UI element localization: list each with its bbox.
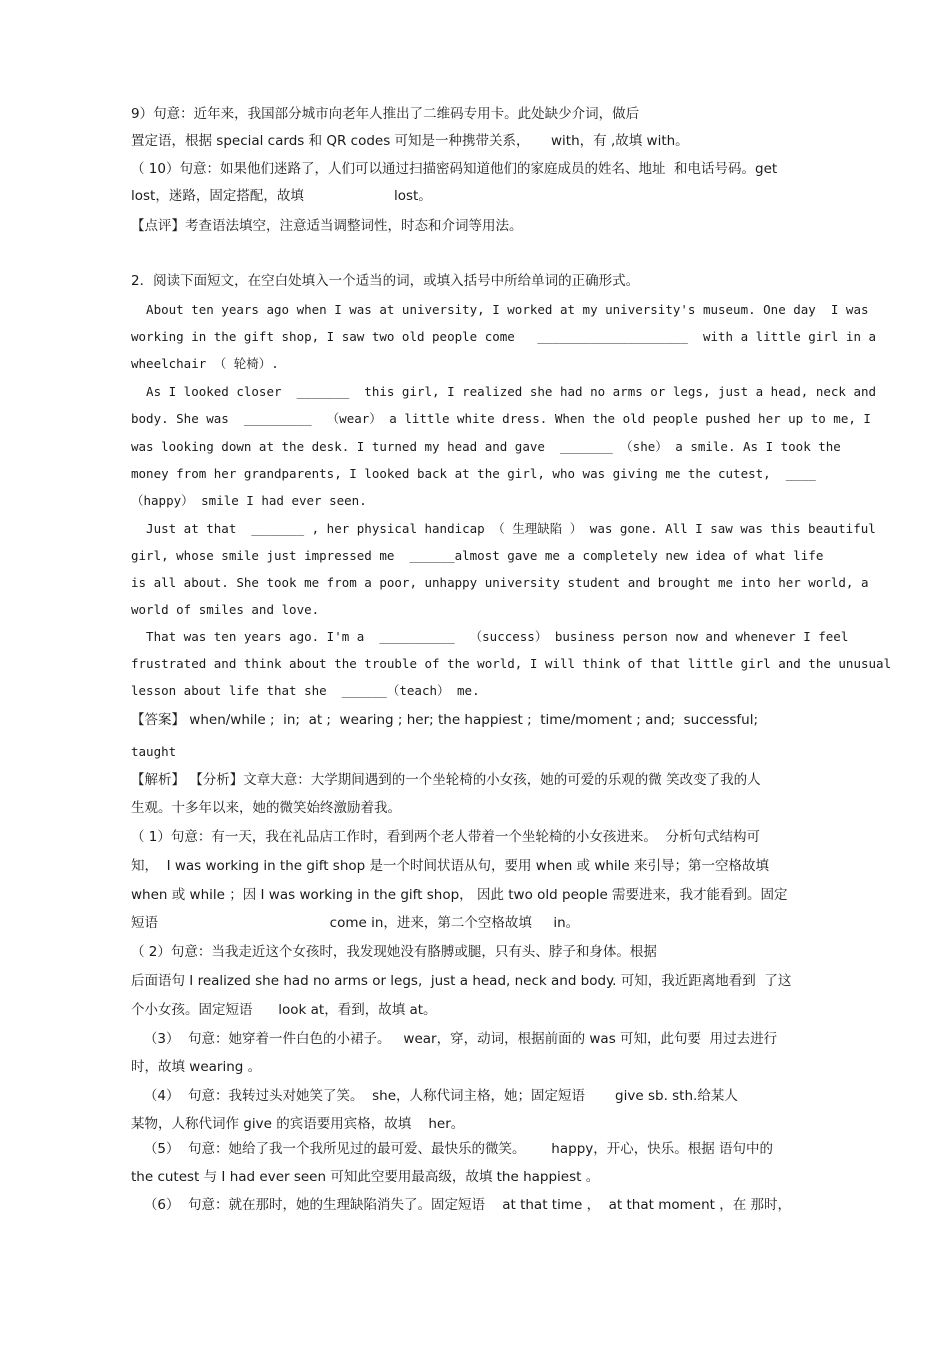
analysis-line: 短语 come in，进来，第二个空格故填 in。 — [131, 915, 580, 931]
passage-line: （happy） smile I had ever seen. — [131, 493, 367, 508]
passage-line: That was ten years ago. I'm a __________ （success） business person now and whenever I feel — [131, 629, 849, 644]
passage-line: world of smiles and love. — [131, 602, 320, 617]
analysis-line: 时，故填 wearing 。 — [131, 1059, 262, 1075]
analysis-line: （3） 句意：她穿着一件白色的小裙子。 wear，穿，动词，根据前面的 was 可知，此句要 用过去进行 — [131, 1031, 778, 1047]
analysis-line: （5） 句意：她给了我一个我所见过的最可爱、最快乐的微笑。 happy，开心，快乐。根据 语句中的 — [131, 1141, 774, 1157]
text-line: 9）句意：近年来，我国部分城市向老年人推出了二维码专用卡。此处缺少介词，做后 — [131, 106, 640, 122]
analysis-line: 某物，人称代词作 give 的宾语要用宾格，故填 her。 — [131, 1116, 465, 1132]
passage-line: wheelchair （ 轮椅）. — [131, 356, 279, 371]
text-line: lost，迷路，固定搭配，故填 lost。 — [131, 188, 432, 204]
analysis-line: 个小女孩。固定短语 look at，看到，故填 at。 — [131, 1002, 437, 1018]
passage-line: was looking down at the desk. I turned my head and gave _______ （she） a smile. As I took the — [131, 439, 841, 454]
passage-line: is all about. She took me from a poor, unhappy university student and brought me into her world, a — [131, 575, 869, 590]
analysis-line: when 或 while ；因 I was working in the gift shop， 因此 two old people 需要进来，我才能看到。固定 — [131, 887, 788, 903]
question-heading: 2．阅读下面短文，在空白处填入一个适当的词，或填入括号中所给单词的正确形式。 — [131, 273, 640, 289]
passage-line: frustrated and think about the trouble of the world, I will think of that little girl and the unusual — [131, 656, 892, 671]
analysis-line: the cutest 与 I had ever seen 可知此空要用最高级，故填 the happiest 。 — [131, 1169, 600, 1185]
passage-line: Just at that _______ , her physical handicap （ 生理缺陷 ） was gone. All I saw was this beautiful — [131, 521, 876, 536]
analysis-line: （6） 句意：就在那时，她的生理缺陷消失了。固定短语 at that time ， at that moment ，在 那时， — [131, 1197, 792, 1213]
text-line: 【点评】考查语法填空，注意适当调整词性，时态和介词等用法。 — [131, 218, 523, 234]
answer-line: taught — [131, 744, 177, 759]
analysis-line: （4） 句意：我转过头对她笑了笑。 she，人称代词主格，她；固定短语 give sb. sth.给某人 — [131, 1088, 738, 1104]
passage-line: body. She was _________ （wear） a little white dress. When the old people pushed her up to me, I — [131, 411, 871, 426]
analysis-line: 后面语句 I realized she had no arms or legs, just a head, neck and body. 可知，我近距离地看到 了这 — [131, 973, 792, 989]
analysis-line: 【解析】 【分析】文章大意：大学期间遇到的一个坐轮椅的小女孩，她的可爱的乐观的微 笑改变了我的人 — [131, 772, 761, 788]
analysis-line: 生观。十多年以来，她的微笑始终激励着我。 — [131, 800, 401, 816]
passage-line: working in the gift shop, I saw two old people come ____________________ with a little girl in a — [131, 329, 877, 344]
passage-line: About ten years ago when I was at university, I worked at my university's museum. One day I was — [131, 302, 869, 317]
text-line: （ 10）句意：如果他们迷路了，人们可以通过扫描密码知道他们的家庭成员的姓名、地址 和电话号码。get — [131, 161, 778, 177]
passage-line: As I looked closer _______ this girl, I realized she had no arms or legs, just a head, neck and — [131, 384, 877, 399]
analysis-line: （ 1）句意：有一天，我在礼品店工作时，看到两个老人带着一个坐轮椅的小女孩进来。 分析句式结构可 — [131, 829, 760, 845]
passage-line: lesson about life that she ______（teach） me. — [131, 683, 480, 698]
text-line: 置定语，根据 special cards 和 QR codes 可知是一种携带关系， with，有 ,故填 with。 — [131, 133, 689, 149]
passage-line: money from her grandparents, I looked back at the girl, who was giving me the cutest, ____ — [131, 466, 816, 481]
analysis-line: （ 2）句意：当我走近这个女孩时，我发现她没有胳膊或腿，只有头、脖子和身体。根据 — [131, 944, 657, 960]
passage-line: girl, whose smile just impressed me ______almost gave me a completely new idea of what life — [131, 548, 824, 563]
answer-line: 【答案】 when/while ; in; at ; wearing ; her; the happiest ; time/moment ; and; successful; — [131, 712, 759, 728]
analysis-line: 知， I was working in the gift shop 是一个时间状语从句，要用 when 或 while 来引导；第一空格故填 — [131, 858, 770, 874]
